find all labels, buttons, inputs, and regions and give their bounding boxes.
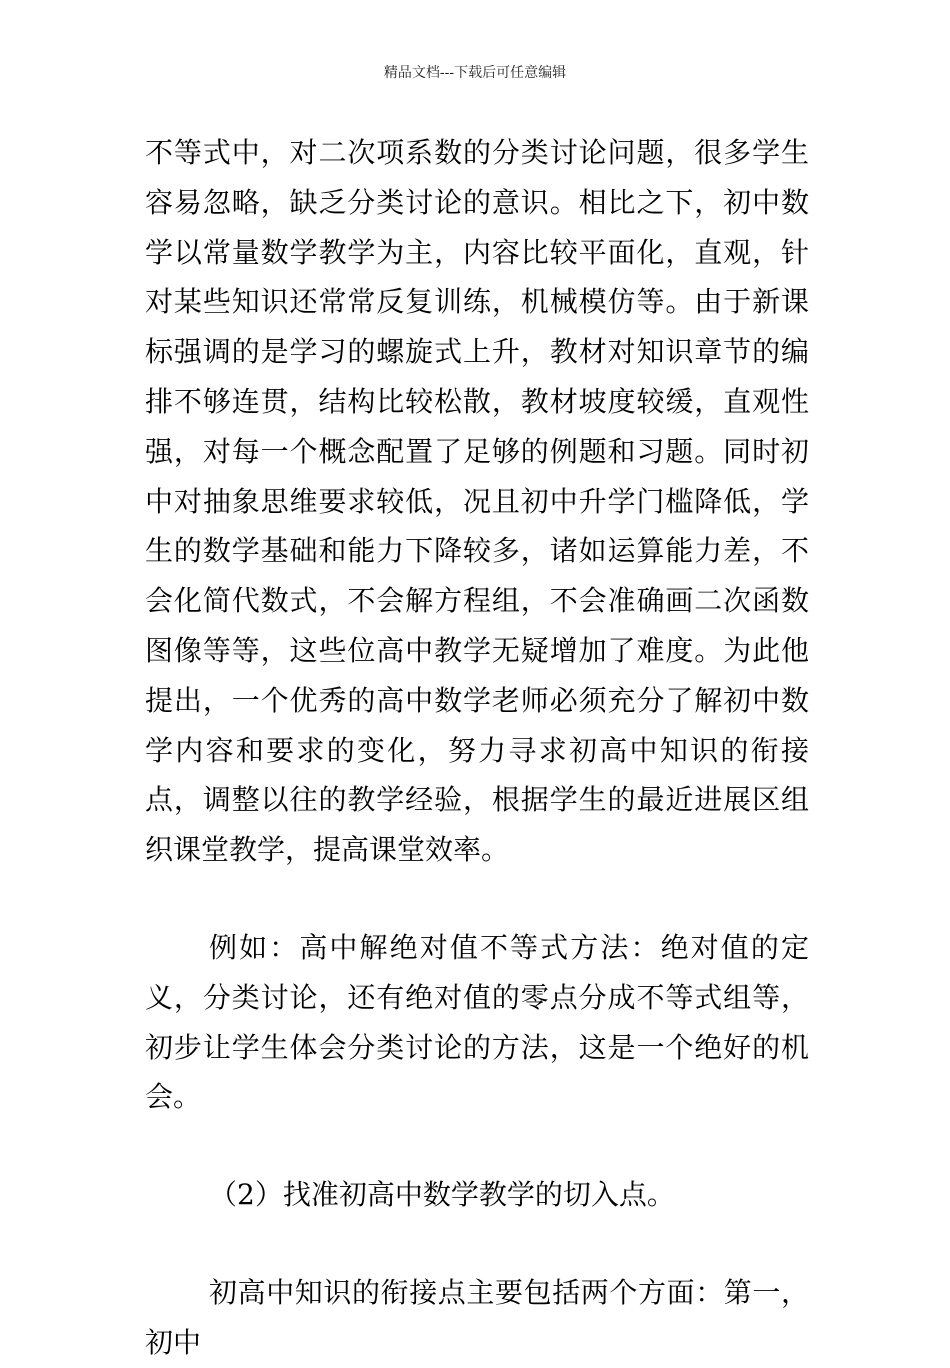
page-header: 精品文档---下载后可任意编辑 <box>383 65 567 81</box>
section-heading: （2）找准初高中数学教学的切入点。 <box>209 1178 675 1212</box>
paragraph-1: 不等式中，对二次项系数的分类讨论问题，很多学生容易忽略，缺乏分类讨论的意识。相比之下，初中数学以常量数学教学为主，内容比较平面化，直观，针对某些知识还常常反复训练，机械模仿等。由于新课标强调的是学习的螺旋式上升，教材对知识章节的编排不够连贯，结构比较松散，教材坡度较缓，直观性强，对每一个概念配置了足够的例题和习题。同时初中对抽象思维要求较低，况且初中升学门槛降低，学生的数学基础和能力下降较多，诸如运算能力差，不会化简代数式，不会解方程组，不会准确画二次函数图像等等，这些位高中教学无疑增加了难度。为此他提出，一个优秀的高中数学老师必须充分了解初中数学内容和要求的变化，努力寻求初高中知识的衔接点，调整以往的教学经验，根据学生的最近进展区组织课堂教学，提高课堂效率。 <box>145 136 809 867</box>
paragraph-3: 初高中知识的衔接点主要包括两个方面：第一，初中 <box>145 1275 809 1359</box>
document-body <box>145 128 809 1368</box>
paragraph-2: 例如：高中解绝对值不等式方法：绝对值的定义，分类讨论，还有绝对值的零点分成不等式组等，初步让学生体会分类讨论的方法，这是一个绝好的机会。 <box>145 930 809 1114</box>
